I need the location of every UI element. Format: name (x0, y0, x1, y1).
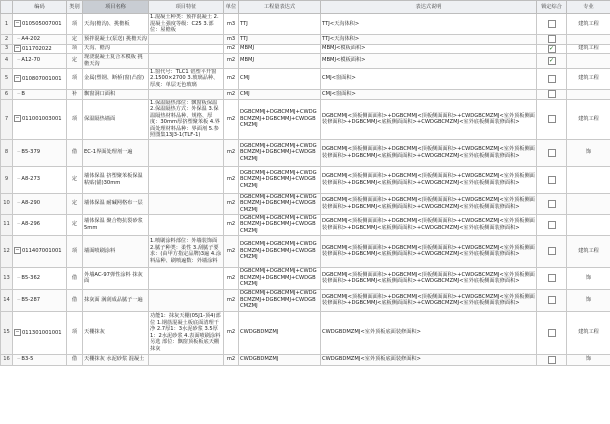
table-row[interactable] (1, 166, 610, 193)
row-unit[interactable]: m2 (224, 193, 239, 214)
locked-checkbox[interactable] (548, 221, 556, 229)
row-locked-cell[interactable] (537, 53, 567, 68)
row-number: 10 (1, 193, 13, 214)
row-expression-desc[interactable]: DGBCMMJ<顶板侧面面积>+DGBCMMJ<顶板侧面面积>+CWDGBCMZMJ<室外顶板侧面装修面积>+DGBCMMJ<底板侧面面积>+CWDGBCMZMJ<室外底板侧面装修面积> (321, 139, 537, 166)
row-expression[interactable]: CMJ (239, 89, 321, 99)
row-unit[interactable]: m2 (224, 89, 239, 99)
row-number: 1 (1, 14, 13, 35)
row-code-cell[interactable] (13, 193, 67, 214)
locked-checkbox[interactable] (548, 20, 556, 28)
locked-checkbox[interactable] (548, 90, 556, 98)
tree-branch-icon: ┄ (14, 356, 21, 363)
row-locked-cell[interactable] (537, 214, 567, 235)
row-type[interactable]: 借 (67, 267, 83, 289)
locked-checkbox[interactable] (548, 115, 556, 123)
row-feature[interactable] (149, 53, 224, 68)
row-unit[interactable]: m2 (224, 139, 239, 166)
row-major[interactable] (567, 214, 610, 235)
table-row[interactable] (1, 14, 610, 35)
row-name[interactable]: 金属(塑钢、断桥)窗(凸窗) (83, 68, 149, 89)
row-feature[interactable]: 1.窗代号：TLC1 铝塑平开窗 2.1500×2700 3.玻璃品种、厚度：单层无色玻璃 (149, 68, 224, 89)
row-unit[interactable]: m3 (224, 14, 239, 35)
table-row[interactable] (1, 34, 610, 44)
row-code: 011001003001 (22, 116, 62, 123)
row-locked-cell[interactable] (537, 14, 567, 35)
row-code-cell[interactable] (13, 14, 67, 35)
tree-toggle-icon[interactable]: − (15, 247, 20, 254)
locked-checkbox[interactable] (548, 296, 556, 304)
row-major[interactable]: 建筑工程 (567, 311, 610, 354)
row-expression[interactable]: DGBCMMJ+DGBCMMJ+CWDGBCMZMJ+DGBCMMJ+CWDGBCMZMJ (239, 267, 321, 289)
row-number: 5 (1, 68, 13, 89)
row-name[interactable]: 外墙AC-97弹性涂料 抹灰面 (83, 267, 149, 289)
row-feature[interactable] (149, 193, 224, 214)
row-expression[interactable]: DGBCMMJ+DGBCMMJ+CWDGBCMZMJ+DGBCMMJ+CWDGBCMZMJ (239, 99, 321, 139)
row-code-cell[interactable] (13, 267, 67, 289)
table-body (1, 14, 610, 366)
row-locked-cell[interactable] (537, 354, 567, 365)
row-major[interactable]: 建筑工程 (567, 14, 610, 35)
table-row[interactable] (1, 235, 610, 267)
row-expression[interactable]: DGBCMMJ+DGBCMMJ+CWDGBCMZMJ+DGBCMMJ+CWDGBCMZMJ (239, 235, 321, 267)
row-unit[interactable]: m2 (224, 311, 239, 354)
table-row[interactable] (1, 53, 610, 68)
row-expression[interactable]: DGBCMMJ+DGBCMMJ+CWDGBCMZMJ+DGBCMMJ+CWDGBCMZMJ (239, 214, 321, 235)
row-expression-desc[interactable]: DGBCMMJ<顶板侧面面积>+DGBCMMJ<顶板侧面面积>+CWDGBCMZMJ<室外顶板侧面装修面积>+DGBCMMJ<底板侧面面积>+CWDGBCMZMJ<室外底板侧面装修面积> (321, 193, 537, 214)
row-number: 14 (1, 289, 13, 311)
row-number: 11 (1, 214, 13, 235)
header-desc[interactable]: 表达式说明 (321, 1, 537, 14)
row-code: B3-5 (21, 356, 34, 363)
row-name[interactable]: 墙体保温 耐碱网格布一层 (83, 193, 149, 214)
row-feature[interactable]: 1.保温隔热部位：飘窗板保温 2.保温隔热方式：外保温 3.保温隔热材料品种、规格、厚度：30mm厚挤塑聚苯板 4.界面处理材料品种：界面剂 5.参照图集13J3-1(TLF-1) (149, 99, 224, 139)
locked-checkbox[interactable]: ✓ (548, 56, 555, 64)
row-code: B5-362 (21, 274, 41, 281)
locked-checkbox[interactable] (548, 149, 556, 157)
row-code: A12-70 (21, 57, 41, 64)
tree-branch-icon: ┄ (14, 90, 21, 97)
row-name[interactable]: 墙面喷刷涂料 (83, 235, 149, 267)
row-major[interactable]: 建筑工程 (567, 99, 610, 139)
row-feature[interactable] (149, 267, 224, 289)
table-row[interactable] (1, 289, 610, 311)
tree-branch-icon: ┄ (14, 200, 21, 207)
row-expression[interactable]: CWDGBDMZMJ (239, 311, 321, 354)
row-code: 010807001001 (22, 75, 62, 82)
tree-branch-icon: ┄ (14, 221, 21, 228)
row-expression[interactable]: DGBCMMJ+DGBCMMJ+CWDGBCMZMJ+DGBCMMJ+CWDGBCMZMJ (239, 139, 321, 166)
row-unit[interactable]: m2 (224, 214, 239, 235)
table-row[interactable] (1, 354, 610, 365)
row-expression-desc[interactable]: DGBCMMJ<顶板侧面面积>+DGBCMMJ<顶板侧面面积>+CWDGBCMZMJ<室外顶板侧面装修面积>+DGBCMMJ<底板侧面面积>+CWDGBCMZMJ<室外底板侧面装修面积> (321, 289, 537, 311)
row-major[interactable] (567, 166, 610, 193)
table-row[interactable] (1, 214, 610, 235)
row-name[interactable]: 墙体保温 聚合物抗裂砂浆 5mm (83, 214, 149, 235)
row-number: 4 (1, 53, 13, 68)
tree-toggle-icon[interactable]: − (15, 74, 20, 81)
row-feature[interactable] (149, 34, 224, 44)
tree-toggle-icon[interactable]: − (15, 328, 20, 335)
header-expr[interactable]: 工程量表达式 (239, 1, 321, 14)
row-major[interactable] (567, 193, 610, 214)
row-unit[interactable]: m2 (224, 166, 239, 193)
row-unit[interactable]: m2 (224, 289, 239, 311)
row-type[interactable]: 项 (67, 68, 83, 89)
header-major[interactable]: 专业 (567, 1, 610, 14)
header-name[interactable]: 项目名称 (83, 1, 149, 14)
row-type[interactable]: 项 (67, 99, 83, 139)
row-type[interactable]: 项 (67, 235, 83, 267)
row-expression[interactable]: CMJ (239, 68, 321, 89)
row-type[interactable]: 项 (67, 44, 83, 53)
row-type[interactable]: 补 (67, 89, 83, 99)
header-locked[interactable]: 锁定综合 (537, 1, 567, 14)
row-name[interactable]: 现浇混凝土复合木模板 挑檐天沟 (83, 53, 149, 68)
row-locked-cell[interactable] (537, 139, 567, 166)
row-name[interactable]: 天棚抹灰 水泥砂浆 混凝土 (83, 354, 149, 365)
row-major[interactable]: 饰 (567, 289, 610, 311)
locked-checkbox[interactable] (548, 200, 556, 208)
locked-checkbox[interactable]: ✓ (548, 44, 555, 52)
row-unit[interactable]: m2 (224, 44, 239, 53)
row-code-cell[interactable] (13, 311, 67, 354)
row-feature[interactable] (149, 89, 224, 99)
locked-checkbox[interactable] (548, 75, 556, 83)
row-type[interactable]: 项 (67, 311, 83, 354)
row-expression-desc[interactable]: DGBCMMJ<顶板侧面面积>+DGBCMMJ<顶板侧面面积>+CWDGBCMZMJ<室外顶板侧面装修面积>+DGBCMMJ<底板侧面面积>+CWDGBCMZMJ<室外底板侧面装修面积> (321, 214, 537, 235)
table-row[interactable] (1, 311, 610, 354)
tree-branch-icon: ┄ (14, 274, 21, 281)
row-name[interactable]: 天沟(檐沟)、挑檐板 (83, 14, 149, 35)
locked-checkbox[interactable] (548, 35, 556, 43)
row-code: B5-379 (21, 149, 41, 156)
row-major[interactable] (567, 34, 610, 44)
row-number: 7 (1, 99, 13, 139)
row-code-cell[interactable] (13, 235, 67, 267)
tree-branch-icon: ┄ (14, 296, 21, 303)
row-name[interactable]: 飘窗洞口面积 (83, 89, 149, 99)
row-expression[interactable]: DGBCMMJ+DGBCMMJ+CWDGBCMZMJ+DGBCMMJ+CWDGBCMZMJ (239, 166, 321, 193)
row-major[interactable]: 建筑工程 (567, 44, 610, 53)
row-major[interactable]: 建筑工程 (567, 68, 610, 89)
row-expression[interactable]: DGBCMMJ+DGBCMMJ+CWDGBCMZMJ+DGBCMMJ+CWDGBCMZMJ (239, 289, 321, 311)
row-code: 011301001001 (22, 329, 62, 336)
row-expression[interactable]: TTJ (239, 14, 321, 35)
row-unit[interactable]: m2 (224, 267, 239, 289)
row-code: A8-290 (21, 200, 41, 207)
row-type[interactable]: 借 (67, 139, 83, 166)
table-row[interactable] (1, 44, 610, 53)
row-feature[interactable] (149, 166, 224, 193)
row-code-cell[interactable] (13, 34, 67, 44)
row-expression-desc[interactable]: DGBCMMJ<顶板侧面面积>+DGBCMMJ<顶板侧面面积>+CWDGBCMZMJ<室外顶板侧面装修面积>+DGBCMMJ<底板侧面面积>+CWDGBCMZMJ<室外底板侧面装修面积> (321, 166, 537, 193)
table-row[interactable] (1, 139, 610, 166)
row-type[interactable]: 项 (67, 14, 83, 35)
row-type[interactable]: 借 (67, 289, 83, 311)
row-expression-desc[interactable]: CWDGBDMZMJ<室外顶板底面装修面积> (321, 311, 537, 354)
tree-branch-icon: ┄ (14, 149, 21, 156)
locked-checkbox[interactable] (548, 247, 556, 255)
tree-branch-icon: ┄ (14, 35, 21, 42)
row-feature[interactable] (149, 44, 224, 53)
row-feature[interactable]: 功能1：抹灰天棚(05J1-顶4)部位 1.钢筋混凝土板底面清理干净 2.7厚1：3水泥砂浆 3.5厚1：2水泥砂浆 4.表面喷刷涂料另选 部位：飘窗顶板板底天棚抹灰 (149, 311, 224, 354)
row-number: 13 (1, 267, 13, 289)
row-type[interactable]: 定 (67, 193, 83, 214)
row-major[interactable]: 饰 (567, 354, 610, 365)
row-name[interactable]: EC-1界面处理剂一遍 (83, 139, 149, 166)
row-locked-cell[interactable] (537, 166, 567, 193)
row-expression-desc[interactable]: DGBCMMJ<顶板侧面面积>+DGBCMMJ<顶板侧面面积>+CWDGBCMZMJ<室外顶板侧面装修面积>+DGBCMMJ<底板侧面面积>+CWDGBCMZMJ<室外底板侧面装修面积> (321, 267, 537, 289)
row-locked-cell[interactable] (537, 44, 567, 53)
row-locked-cell[interactable] (537, 68, 567, 89)
row-expression-desc[interactable]: DGBCMMJ<顶板侧面面积>+DGBCMMJ<顶板侧面面积>+CWDGBCMZMJ<室外顶板侧面装修面积>+DGBCMMJ<底板侧面面积>+CWDGBCMZMJ<室外底板侧面装修面积> (321, 99, 537, 139)
row-code-cell[interactable] (13, 53, 67, 68)
row-major[interactable]: 饰 (567, 139, 610, 166)
tree-toggle-icon[interactable]: − (15, 44, 20, 51)
row-expression-desc[interactable]: TTJ<天沟体积> (321, 34, 537, 44)
row-feature[interactable] (149, 139, 224, 166)
row-type[interactable]: 借 (67, 354, 83, 365)
row-code: B5-287 (21, 296, 41, 303)
row-number: 16 (1, 354, 13, 365)
row-locked-cell[interactable] (537, 193, 567, 214)
header-code[interactable]: 编码 (13, 1, 67, 14)
row-unit[interactable]: m2 (224, 235, 239, 267)
tree-toggle-icon[interactable]: − (15, 115, 20, 122)
row-type[interactable]: 定 (67, 53, 83, 68)
row-number: 6 (1, 89, 13, 99)
row-major[interactable] (567, 53, 610, 68)
row-expression[interactable]: MBMJ (239, 44, 321, 53)
locked-checkbox[interactable] (548, 356, 556, 364)
row-major[interactable] (567, 89, 610, 99)
row-number: 12 (1, 235, 13, 267)
row-code: A8-273 (21, 176, 41, 183)
row-type[interactable]: 定 (67, 214, 83, 235)
row-code-cell[interactable] (13, 214, 67, 235)
locked-checkbox[interactable] (548, 329, 556, 337)
row-code-cell[interactable] (13, 289, 67, 311)
row-locked-cell[interactable] (537, 34, 567, 44)
row-locked-cell[interactable] (537, 89, 567, 99)
row-locked-cell[interactable] (537, 289, 567, 311)
row-expression-desc[interactable]: CWDGBDMZMJ<室外顶板底面装修面积> (321, 354, 537, 365)
row-locked-cell[interactable] (537, 311, 567, 354)
row-major[interactable]: 建筑工程 (567, 235, 610, 267)
row-type[interactable]: 定 (67, 166, 83, 193)
row-code: 011702022 (22, 45, 52, 52)
table-row[interactable] (1, 68, 610, 89)
header-unit[interactable]: 单位 (224, 1, 239, 14)
row-number: 15 (1, 311, 13, 354)
locked-checkbox[interactable] (548, 274, 556, 282)
row-number: 9 (1, 166, 13, 193)
row-feature[interactable] (149, 214, 224, 235)
row-expression[interactable]: DGBCMMJ+DGBCMMJ+CWDGBCMZMJ+DGBCMMJ+CWDGBCMZMJ (239, 193, 321, 214)
row-code: 011407001001 (22, 248, 62, 255)
row-expression[interactable]: CWDGBDMZMJ (239, 354, 321, 365)
row-code: 010505007001 (22, 21, 62, 27)
row-name[interactable]: 抹灰面 满刮成品腻子一遍 (83, 289, 149, 311)
row-unit[interactable]: m2 (224, 68, 239, 89)
header-num (1, 1, 13, 14)
row-code: A8-296 (21, 221, 41, 228)
table-row[interactable] (1, 89, 610, 99)
row-code-cell[interactable] (13, 44, 67, 53)
row-unit[interactable]: m2 (224, 53, 239, 68)
row-expression-desc[interactable]: MBMJ<模板面积> (321, 44, 537, 53)
row-feature[interactable]: 1.喷刷涂料部位：外墙装饰面 2.腻子种类：柔性 3.刮腻子要求：(由甲方指定品牌)3遍 4.涂料品种、刷喷遍数：外墙涂料 (149, 235, 224, 267)
row-number: 3 (1, 44, 13, 53)
row-expression-desc[interactable]: CMJ<窗面积> (321, 89, 537, 99)
row-expression-desc[interactable]: TTJ<天沟体积> (321, 14, 537, 35)
row-feature[interactable] (149, 354, 224, 365)
table-row[interactable] (1, 267, 610, 289)
row-unit[interactable]: m2 (224, 354, 239, 365)
row-code-cell[interactable] (13, 166, 67, 193)
header-feature[interactable]: 项目特征 (149, 1, 224, 14)
tree-toggle-icon[interactable]: − (15, 20, 20, 26)
row-code-cell[interactable] (13, 354, 67, 365)
row-major[interactable]: 饰 (567, 267, 610, 289)
row-name[interactable]: 墙体保温 挤塑聚苯板保温 粘贴(锚)30mm (83, 166, 149, 193)
row-expression-desc[interactable]: CMJ<窗面积> (321, 68, 537, 89)
row-code: A4-202 (21, 35, 41, 42)
row-name[interactable]: 保温隔热墙面 (83, 99, 149, 139)
tree-branch-icon: ┄ (14, 176, 21, 183)
row-name[interactable]: 预拌混凝土(泵送) 挑檐天沟 (83, 34, 149, 44)
table-row[interactable] (1, 193, 610, 214)
row-locked-cell[interactable] (537, 267, 567, 289)
row-locked-cell[interactable] (537, 99, 567, 139)
header-type[interactable]: 类别 (67, 1, 83, 14)
locked-checkbox[interactable] (548, 176, 556, 184)
row-feature[interactable]: 1.混凝土种类：预拌混凝土 2.混凝土强度等级：C25 3.部位：屋檐板 (149, 14, 224, 35)
row-expression-desc[interactable]: MBMJ<模板面积> (321, 53, 537, 68)
row-type[interactable]: 定 (67, 34, 83, 44)
row-expression[interactable]: TTJ (239, 34, 321, 44)
table-row[interactable] (1, 99, 610, 139)
row-code-cell[interactable] (13, 68, 67, 89)
row-code: B (21, 90, 25, 97)
row-locked-cell[interactable] (537, 235, 567, 267)
header-row (1, 1, 610, 14)
tree-branch-icon: ┄ (14, 57, 21, 64)
row-number: 8 (1, 139, 13, 166)
row-code-cell[interactable] (13, 99, 67, 139)
row-number: 2 (1, 34, 13, 44)
row-name[interactable]: 天沟、檐沟 (83, 44, 149, 53)
row-expression-desc[interactable]: DGBCMMJ<顶板侧面面积>+DGBCMMJ<顶板侧面面积>+CWDGBCMZMJ<室外顶板侧面装修面积>+DGBCMMJ<底板侧面面积>+CWDGBCMZMJ<室外底板侧面装修面积> (321, 235, 537, 267)
row-expression[interactable]: MBMJ (239, 53, 321, 68)
row-unit[interactable]: m3 (224, 34, 239, 44)
row-feature[interactable] (149, 289, 224, 311)
row-code-cell[interactable] (13, 139, 67, 166)
row-unit[interactable]: m2 (224, 99, 239, 139)
row-name[interactable]: 天棚抹灰 (83, 311, 149, 354)
row-code-cell[interactable] (13, 89, 67, 99)
